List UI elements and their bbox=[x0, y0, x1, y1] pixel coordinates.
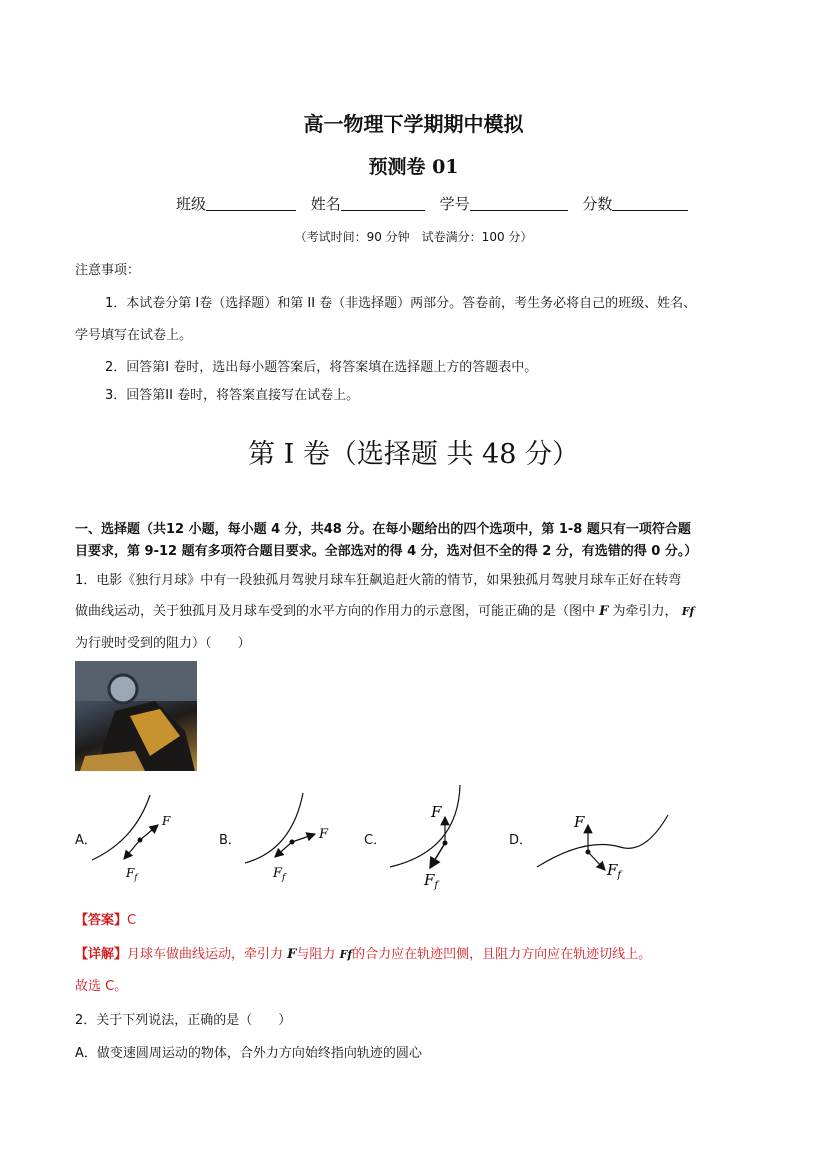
movie-still-image bbox=[75, 661, 197, 771]
score-label: 分数 bbox=[582, 195, 613, 213]
label-Ff-d: $F_f$ bbox=[607, 861, 622, 881]
force-symbol-F: F bbox=[599, 604, 609, 619]
q1-stem-line-2-text-b: 为牵引力， bbox=[612, 604, 678, 619]
section-title: 第 I 卷（选择题 共 48 分） bbox=[248, 439, 579, 470]
option-c-label: C． bbox=[364, 833, 387, 848]
student-info-row bbox=[176, 194, 688, 214]
detail-label: 【详解】 bbox=[75, 947, 128, 962]
notes-heading: 注意事项： bbox=[75, 263, 141, 278]
part1-instructions-line-2: 目要求，第 9-12 题有多项符合题目要求。全部选对的得 4 分，选对但不全的得 2 分，有选错的得 0 分。） bbox=[75, 544, 698, 559]
movie-still-illustration bbox=[75, 661, 197, 771]
answer-label: 【答案】 bbox=[75, 913, 128, 928]
option-a-label: A． bbox=[75, 833, 97, 848]
part1-instructions-line-1: 一、选择题（共12 小题，每小题 4 分，共48 分。在每小题给出的四个选项中，第 1-8 题只有一项符合题 bbox=[75, 522, 691, 537]
class-field[interactable] bbox=[206, 196, 296, 211]
name-field[interactable] bbox=[341, 196, 425, 211]
name-label: 姓名 bbox=[310, 195, 341, 213]
answer-value: C bbox=[127, 913, 137, 928]
note-item-2: 2．回答第I 卷时，选出每小题答案后，将答案填在选择题上方的答题表中。 bbox=[105, 360, 538, 375]
q1-stem-line-2-text: 做曲线运动，关于独孤月及月球车受到的水平方向的作用力的示意图，可能正确的是（图中 bbox=[75, 604, 596, 619]
label-Ff-c: $F_f$ bbox=[424, 871, 439, 891]
q1-stem-line-3: 为行驶时受到的阻力）（ ） bbox=[75, 636, 251, 651]
note-item-1-line-1: 1．本试卷分第 I卷（选择题）和第 II 卷（非选择题）两部分。答卷前，考生务必将自己的班级、姓名、 bbox=[105, 296, 697, 311]
note-item-1-line-2: 学号填写在试卷上。 bbox=[75, 328, 193, 343]
score-field[interactable] bbox=[612, 196, 688, 211]
detail-text-b: 与阻力 bbox=[296, 947, 336, 962]
note-item-3: 3．回答第II 卷时，将答案直接写在试卷上。 bbox=[105, 388, 360, 403]
page-subtitle: 预测卷 01 bbox=[368, 156, 459, 178]
label-F-c: F bbox=[431, 803, 442, 821]
diagram-option-c bbox=[390, 785, 460, 891]
detail-line bbox=[75, 945, 651, 965]
student-id-label: 学号 bbox=[439, 195, 470, 213]
detail-text-c: 的合力应在轨迹凹侧，且阻力方向应在轨迹切线上。 bbox=[352, 947, 652, 962]
label-Ff-a: $F_f$ bbox=[126, 866, 138, 882]
detail-text-a: 月球车做曲线运动，牵引力 bbox=[127, 947, 284, 962]
detail-symbol-F: F bbox=[287, 947, 297, 962]
exam-info: （考试时间：90 分钟 试卷满分：100 分） bbox=[294, 230, 533, 244]
q2-stem: 2．关于下列说法，正确的是（ ） bbox=[75, 1013, 292, 1028]
option-d-label: D． bbox=[509, 833, 533, 848]
option-b-label: B． bbox=[219, 833, 241, 848]
q1-stem-line-2 bbox=[75, 602, 694, 622]
force-symbol-Ff: Ff bbox=[681, 605, 695, 618]
label-Ff-b: $F_f$ bbox=[273, 866, 286, 883]
page-title: 高一物理下学期期中模拟 bbox=[303, 112, 524, 136]
student-id-field[interactable] bbox=[470, 196, 568, 211]
label-F-a: F bbox=[162, 814, 171, 828]
q2-option-a: A．做变速圆周运动的物体，合外力方向始终指向轨迹的圆心 bbox=[75, 1046, 422, 1061]
diagram-option-b bbox=[245, 793, 329, 883]
answer-line bbox=[75, 911, 136, 931]
diagram-option-d bbox=[537, 805, 668, 881]
conclusion: 故选 C。 bbox=[75, 979, 128, 994]
label-F-b: F bbox=[319, 827, 329, 842]
q1-stem-line-1: 1．电影《独行月球》中有一段独孤月驾驶月球车狂飙追赶火箭的情节，如果独孤月驾驶月球车正好在转弯 bbox=[75, 573, 682, 588]
detail-symbol-Ff: Ff bbox=[339, 948, 353, 961]
label-F-d: F bbox=[574, 813, 585, 831]
class-label: 班级 bbox=[176, 195, 207, 213]
diagram-option-a bbox=[92, 795, 171, 882]
